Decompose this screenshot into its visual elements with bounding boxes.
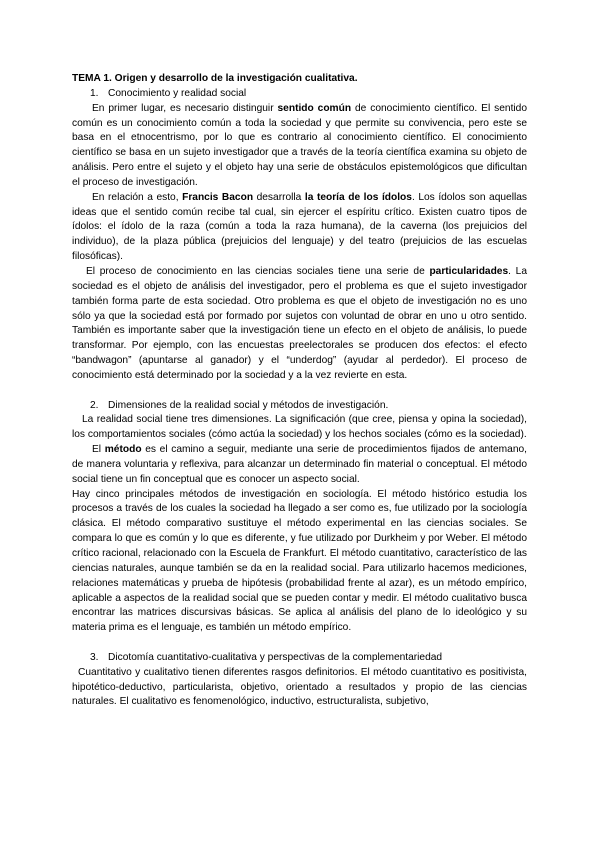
paragraph-text: El [92,444,105,456]
paragraph-text: . Los ídolos son aquellas ideas que el sentido común recibe tal cual, sin ejercer el espíritu crítico. Existen cuatro tipos de ídolos: el ídolo de la raza (común a toda la raza humana), de la caverna (los prejuicios del individuo), de la plaza pública (prejuicios del lenguaje) y del teatro (prejuicios de las escuelas filosóficas). [72,191,527,263]
paragraph: Cuantitativo y cualitativo tienen diferentes rasgos definitorios. El método cuantitativo es positivista, hipotético-deductivo, particularista, objetivo, orientado a resultados y propio de las ciencias naturales. El cualitativo es fenomenológico, inductivo, estructuralista, subjetivo, [72,666,527,708]
paragraph [72,443,527,488]
bold-term: sentido común [277,102,352,114]
document-body [72,72,527,710]
paragraph [72,191,527,265]
spacer [72,636,527,651]
section-heading-text: Dicotomía cuantitativo-cualitativa y perspectivas de la complementariedad [108,651,443,663]
document-title: TEMA 1. Origen y desarrollo de la investigación cualitativa. [72,73,358,84]
section-heading-1 [72,87,527,102]
paragraph [72,102,527,191]
bold-term: Francis Bacon [182,191,254,203]
section-number: 2. [90,399,99,411]
paragraph-text: En primer lugar, es necesario distinguir [92,102,278,114]
section-heading-text: Dimensiones de la realidad social y métodos de investigación. [108,399,389,411]
section-heading-text: Conocimiento y realidad social [108,87,247,99]
paragraph-text: de conocimiento científico. El sentido común es un conocimiento común a toda la sociedad y que permite su convivencia, pero este se basa en el etnocentrismo, por lo que es contrario al conocimiento científico. El conocimiento científico se basa en un sujeto investigador que a través de la teoría científica examina su objeto de análisis. Pero entre el sujeto y el objeto hay una serie de obstáculos epistemológicos que dificultan el proceso de investigación. [72,102,527,188]
paragraph-text: desarrolla [253,191,305,203]
paragraph: La realidad social tiene tres dimensiones. La significación (que cree, piensa y opina la sociedad), los comportamientos sociales (cómo actúa la sociedad) y los hechos sociales (cómo es la sociedad). [72,414,527,441]
paragraph-text: es el camino a seguir, mediante una serie de procedimientos fijados de antemano, de manera voluntaria y reflexiva, para alcanzar un determinado fin material o conceptual. El método social tiene un fin conceptual que es conocer un aspecto social. [72,444,527,485]
bold-term: particularidades [429,265,509,277]
paragraph: Hay cinco principales métodos de investigación en sociología. El método histórico estudia los procesos a través de los cuales la sociedad ha llegado a ser como es, fue utilizado por la sociología clásica. El método comparativo sustituye el método experimental en las ciencias sociales. Se compara lo que es común y lo que es diferente, y fue utilizado por Durkheim y por Weber. El método crítico racional, relacionado con la Escuela de Frankfurt. El método cuantitativo, característico de las ciencias naturales, aunque también se da en la realidad social. Para utilizarlo hacemos mediciones, relaciones matemáticas y prueba de hipótesis (probabilidad frente al azar), es un método empírico, aplicable a aspectos de la realidad social que se pueden contar y medir. El método cualitativo busca encontrar las matrices discursivas básicas. Se aplica al análisis del plano de lo ideológico y su materia prima es el lenguaje, es también un método empírico. [72,488,527,634]
bold-term: método [104,444,142,456]
section-heading-2 [72,399,527,414]
paragraph [72,265,527,384]
paragraph-text: . La sociedad es el objeto de análisis del investigador, pero el problema es que el sujeto investigador también forma parte de esta sociedad. Otro problema es que el objeto de investigación no es uno sólo ya que la sociedad está por formado por sujetos con voluntad de obrar en uno u otro sentido. También es importante saber que la investigación tiene un efecto en el objeto de análisis, lo puede transformar. Por ejemplo, con las encuestas preelectorales se producen dos efectos: el efecto “bandwagon” (apuntarse al ganador) y el “underdog” (ayudar al perdedor). El proceso de conocimiento está determinado por la sociedad y a la vez revierte en esta. [72,265,527,381]
section-number: 1. [90,87,99,99]
section-number: 3. [90,651,99,663]
paragraph-text: En relación a esto, [92,191,183,203]
bold-term: la teoría de los ídolos [304,191,412,203]
spacer [72,384,527,399]
paragraph-text: El proceso de conocimiento en las ciencias sociales tiene una serie de [86,265,430,277]
section-heading-3 [72,651,527,666]
